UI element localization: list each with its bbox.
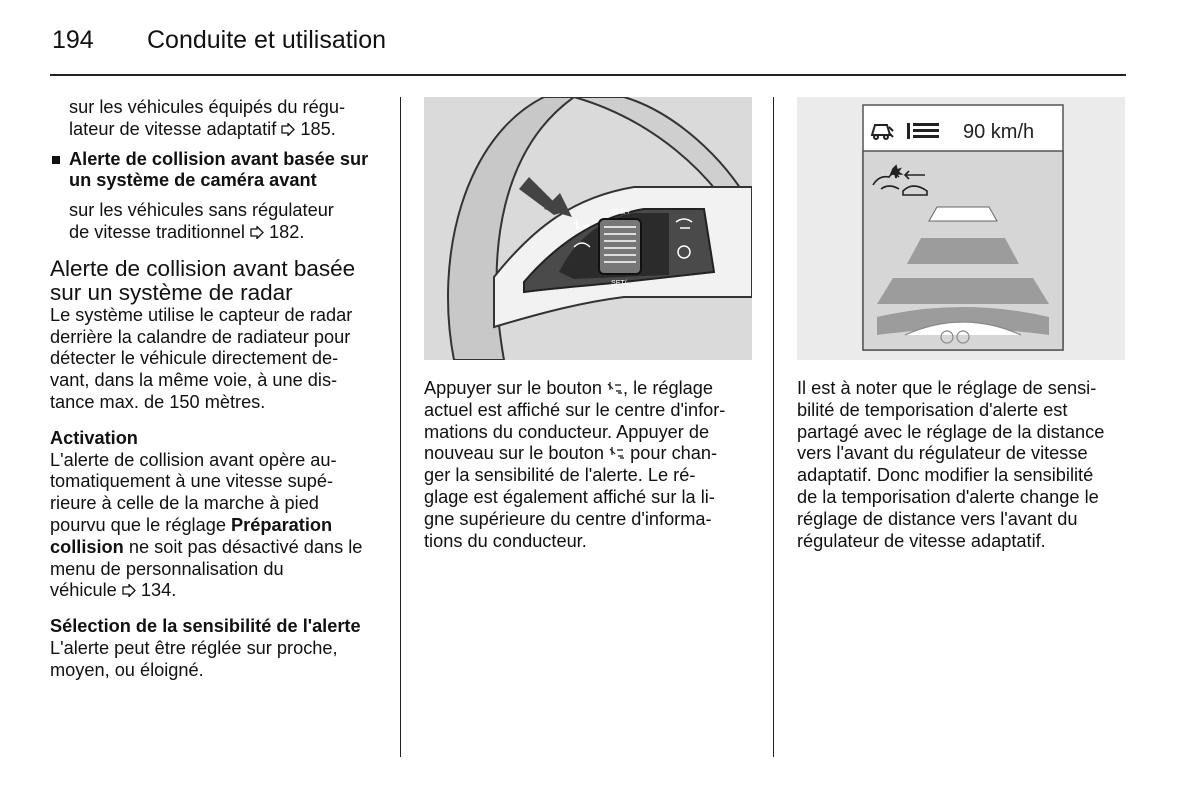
text-span: lateur de vitesse adaptatif	[69, 118, 277, 139]
text-line	[50, 537, 390, 559]
text-line: mations du conducteur. Appuyer de	[424, 421, 710, 442]
text-line: Il est à noter que le réglage de sensi-	[797, 378, 1097, 398]
text-line: régulateur de vitesse adaptatif.	[797, 530, 1046, 551]
subheading-activation: Activation	[50, 427, 138, 448]
text-line	[424, 378, 754, 400]
chapter-title: Conduite et utilisation	[147, 26, 387, 54]
text-line: derrière la calandre de radiateur pour	[50, 326, 351, 347]
heading-line: Alerte de collision avant basée	[50, 255, 356, 281]
middle-column-text	[424, 378, 754, 552]
display-speed: 90 km/h	[963, 121, 1035, 143]
text-span-bold: Préparation	[231, 514, 333, 535]
text-line: L'alerte peut être réglée sur proche,	[50, 637, 338, 658]
text-line: sur les véhicules sans régulateur	[69, 200, 334, 221]
driver-info-display-figure	[797, 97, 1125, 360]
text-line: glage est également affiché sur la li-	[424, 486, 715, 507]
text-span: , le réglage	[623, 378, 714, 398]
bullet-item	[50, 149, 390, 193]
text-line: adaptatif. Donc modifier la sensibilité	[797, 465, 1094, 486]
subheading-sensitivity: Sélection de la sensibilité de l'alerte	[50, 616, 361, 637]
text-line	[50, 580, 390, 602]
text-line	[50, 119, 390, 141]
text-span: ne soit pas désactivé dans le	[128, 536, 363, 557]
text-line: un système de caméra avant	[69, 170, 317, 191]
text-line: réglage de distance vers l'avant du	[797, 508, 1078, 529]
text-span: véhicule	[50, 580, 117, 601]
column-divider-right	[773, 97, 774, 757]
text-span: nouveau sur le bouton	[424, 443, 604, 464]
text-line: partagé avec le réglage de la distance	[797, 421, 1105, 442]
text-line: tomatiquement à une vitesse supé-	[50, 471, 334, 492]
text-line: bilité de temporisation d'alerte est	[797, 399, 1068, 420]
text-span: pour chan-	[630, 443, 718, 464]
text-line: tance max. de 150 mètres.	[50, 391, 266, 412]
page-reference: 182.	[269, 221, 305, 242]
text-line	[50, 515, 390, 537]
text-line: de la temporisation d'alerte change le	[797, 486, 1099, 507]
header-rule	[50, 74, 1126, 76]
text-line: ger la sensibilité de l'alerte. Le ré-	[424, 465, 696, 486]
text-span: pourvu que le réglage	[50, 514, 226, 535]
collision-alert-button-icon	[609, 446, 625, 460]
steering-wheel-figure	[424, 97, 752, 360]
text-span-bold: collision	[50, 536, 124, 557]
right-column-text	[797, 378, 1127, 552]
text-line: moyen, ou éloigné.	[50, 659, 204, 680]
bullet-square-icon	[52, 156, 60, 164]
text-line: sur les véhicules équipés du régu-	[69, 97, 346, 117]
page-reference-arrow-icon	[281, 123, 295, 136]
text-line: tions du conducteur.	[424, 530, 587, 551]
text-line: gne supérieure du centre d'informa-	[424, 508, 712, 529]
heading-line: sur un système de radar	[50, 279, 293, 305]
text-line: L'alerte de collision avant opère au-	[50, 449, 337, 470]
page-reference-arrow-icon	[250, 226, 264, 239]
page-reference: 185.	[300, 118, 336, 139]
text-line: rieure à celle de la marche à pied	[50, 493, 319, 514]
text-line: actuel est affiché sur le centre d'infor-	[424, 399, 726, 420]
res-button-label: RES/+	[609, 209, 631, 216]
page-number: 194	[52, 26, 94, 54]
text-line	[424, 443, 754, 465]
text-line: Alerte de collision avant basée sur	[69, 148, 369, 169]
text-span: Appuyer sur le bouton	[424, 378, 602, 398]
collision-alert-button-icon	[607, 381, 623, 395]
section-heading	[50, 257, 390, 305]
text-line: vers l'avant du régulateur de vitesse	[797, 443, 1088, 464]
left-column	[50, 97, 390, 682]
text-span: de vitesse traditionnel	[69, 221, 245, 242]
text-line: vant, dans la même voie, à une dis-	[50, 370, 338, 391]
page-reference: 134.	[140, 580, 177, 601]
text-line: détecter le véhicule directement de-	[50, 348, 339, 369]
column-divider-left	[400, 97, 401, 757]
page-reference-arrow-icon	[122, 584, 136, 597]
text-line	[50, 222, 390, 244]
set-button-label: SET/-	[611, 280, 629, 287]
text-line: Le système utilise le capteur de radar	[50, 304, 353, 325]
text-line: menu de personnalisation du	[50, 558, 284, 579]
